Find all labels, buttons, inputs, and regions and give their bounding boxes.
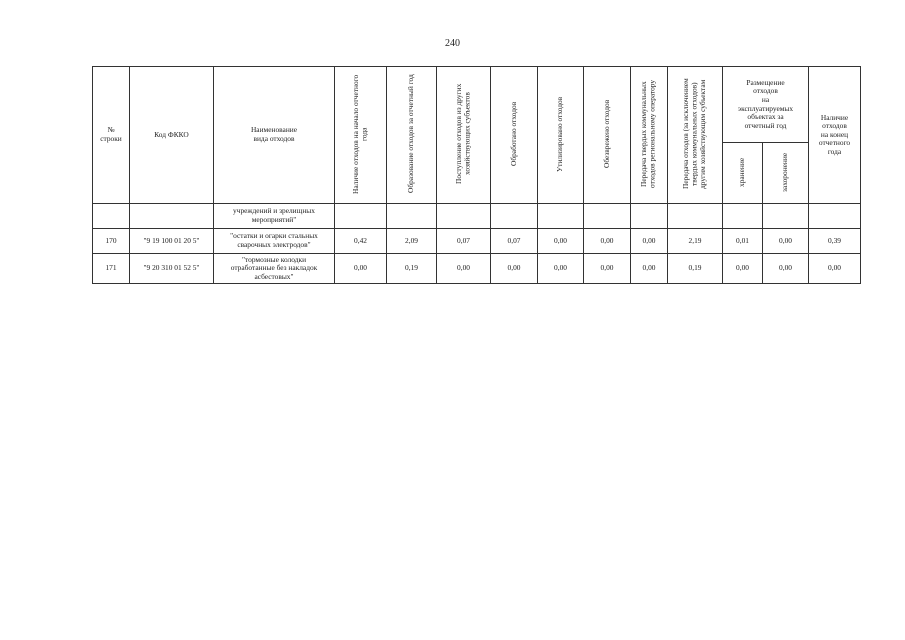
header-stock-end: Наличие отходов на конец отчетного года: [809, 67, 861, 204]
value-cell-stock-start: [335, 204, 387, 229]
value-cell-transfer-other: 0,19: [668, 254, 723, 284]
value-cell-received: 0,00: [437, 254, 491, 284]
value-cell-storage: [723, 204, 763, 229]
value-cell-burial: [763, 204, 809, 229]
value-cell-transfer-other: 2,19: [668, 229, 723, 254]
table-body: [93, 204, 861, 284]
value-cell-generated: 0,19: [387, 254, 437, 284]
table-row: [93, 204, 861, 229]
code-cell: "9 19 100 01 20 5": [130, 229, 214, 254]
header-row-number: № строки: [93, 67, 130, 204]
page-number: 240: [445, 38, 460, 49]
value-cell-utilized: 0,00: [538, 254, 584, 284]
value-cell-burial: 0,00: [763, 254, 809, 284]
code-cell: "9 20 310 01 52 5": [130, 254, 214, 284]
header-transfer-msw: Передача твердых коммунальных отходов региональному оператору: [631, 67, 668, 204]
code-cell: [130, 204, 214, 229]
waste-name-cell: "остатки и огарки стальных сварочных электродов": [214, 229, 335, 254]
value-cell-storage: 0,00: [723, 254, 763, 284]
header-storage: хранение: [723, 143, 763, 204]
value-cell-stock-start: 0,42: [335, 229, 387, 254]
value-cell-stock-start: 0,00: [335, 254, 387, 284]
value-cell-stock-end: [809, 204, 861, 229]
value-cell-utilized: [538, 204, 584, 229]
header-neutralized: Обезврежено отходов: [584, 67, 631, 204]
value-cell-neutralized: 0,00: [584, 254, 631, 284]
header-transfer-other: Передача отходов (за исключением твердых коммунальных отходов) другим хозяйствующим субъектам: [668, 67, 723, 204]
value-cell-storage: 0,01: [723, 229, 763, 254]
value-cell-neutralized: [584, 204, 631, 229]
value-cell-utilized: 0,00: [538, 229, 584, 254]
value-cell-transfer-msw: 0,00: [631, 254, 668, 284]
value-cell-stock-end: 0,00: [809, 254, 861, 284]
header-generated: Образование отходов за отчетный год: [387, 67, 437, 204]
value-cell-processed: [491, 204, 538, 229]
row-number-cell: 171: [93, 254, 130, 284]
waste-name-cell: учреждений и зрелищных мероприятий": [214, 204, 335, 229]
value-cell-transfer-msw: 0,00: [631, 229, 668, 254]
row-number-cell: 170: [93, 229, 130, 254]
header-utilized: Утилизировано отходов: [538, 67, 584, 204]
value-cell-generated: 2,09: [387, 229, 437, 254]
header-stock-start: Наличие отходов на начало отчетного года: [335, 67, 387, 204]
value-cell-received: 0,07: [437, 229, 491, 254]
value-cell-received: [437, 204, 491, 229]
header-received: Поступление отходов из других хозяйствующих субъектов: [437, 67, 491, 204]
waste-table: [92, 66, 861, 284]
row-number-cell: [93, 204, 130, 229]
value-cell-neutralized: 0,00: [584, 229, 631, 254]
value-cell-stock-end: 0,39: [809, 229, 861, 254]
waste-name-cell: "тормозные колодки отработанные без накладок асбестовых": [214, 254, 335, 284]
value-cell-transfer-other: [668, 204, 723, 229]
value-cell-transfer-msw: [631, 204, 668, 229]
header-placement: Размещение отходов на эксплуатируемых объектах за отчетный год: [723, 67, 809, 143]
header-processed: Обработано отходов: [491, 67, 538, 204]
value-cell-processed: 0,00: [491, 254, 538, 284]
header-burial: захоронение: [763, 143, 809, 204]
table-row: [93, 229, 861, 254]
value-cell-generated: [387, 204, 437, 229]
table-row: [93, 254, 861, 284]
header-waste-name: Наименование вида отходов: [214, 67, 335, 204]
value-cell-burial: 0,00: [763, 229, 809, 254]
value-cell-processed: 0,07: [491, 229, 538, 254]
header-code: Код ФККО: [130, 67, 214, 204]
